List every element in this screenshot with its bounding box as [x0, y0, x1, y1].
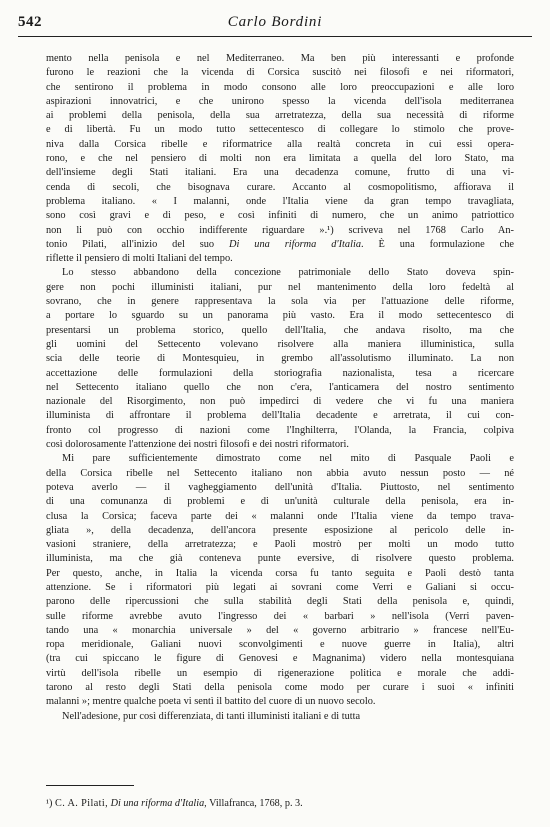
- text-line: Lo stesso abbandono della concezione patrimoniale dello Stato doveva spin-: [62, 267, 514, 279]
- text-line: cenda di secoli, che bisognava curare. Accanto al cosmopolitismo, affiorava il: [46, 181, 514, 193]
- text-line: della Corsica ribelle nel Settecento italiano non abbia avuto nessun posto — né: [46, 467, 514, 479]
- text-line: tonio Pilati, all'inizio del suo Di una riforma d'Italia. È una formulazione che: [46, 238, 514, 250]
- text-line: tarono al resto degli Stati della penisola come modo per curare i suoi « infiniti: [46, 682, 514, 694]
- text-line: sulle riforme avrebbe avuto l'ingresso dei « barbari » nell'isola (Verri paven-: [46, 610, 514, 622]
- text-line: nel Settecento italiano quello che non c'era, l'anticamera del nostro sentimento: [46, 381, 514, 393]
- text-line: gliata », della decadenza, dell'ancora presente esposizione al pericolo delle in-: [46, 524, 514, 536]
- text-line: Mi pare sufficientemente dimostrato come nel mito di Pasquale Paoli e: [62, 453, 514, 465]
- footnote-marker: ¹): [46, 798, 53, 809]
- footnote-author: C. A. Pilati,: [55, 798, 109, 809]
- text-line: nazionale del Risorgimento, non può impedirci di vedere che vi fu una maniera: [46, 396, 514, 408]
- text-line: furono le reazioni che la vicenda di Corsica suscitò nei filosofi e nei riformatori,: [46, 67, 514, 79]
- text-line: fronto col progresso di nazioni come l'Inghilterra, l'Olanda, la Francia, colpiva: [46, 424, 514, 436]
- text-line: accettazione delle formulazioni della storiografia nazionalista, tesa a ricercare: [46, 367, 514, 379]
- text-line: mento nella penisola e nel Mediterraneo. Ma ben più interessanti e profonde: [46, 53, 514, 64]
- page-header: [18, 14, 532, 37]
- footnote-title: Di una riforma d'Italia,: [110, 798, 207, 809]
- paragraph: [46, 266, 514, 452]
- paragraph: [46, 452, 514, 709]
- text-line: così dolorosamente l'attenzione dei nostri filosofi e dei nostri riformatori.: [46, 439, 349, 451]
- text-line: attenzione. Se i riformatori più legati ai sovrani come Verri e Galiani si occu-: [46, 581, 514, 593]
- text-line: illuminista, ma che già conteneva punte eversive, di risolvere questo problema.: [46, 553, 514, 565]
- text-line: gere non pochi illuministi italiani, pur nel mantenimento della loro fedeltà al: [46, 281, 514, 293]
- page-number: 542: [18, 14, 42, 30]
- text-line: tando una « monarchia universale » del « governo arbitrario » francese nell'Eu-: [46, 624, 514, 636]
- text-line: parono delle ripercussioni che sulla stabilità degli Stati della penisola e, quindi,: [46, 596, 514, 608]
- text-line: presentarsi un problema storico, quello dell'Italia, che andava risolto, ma che: [46, 324, 514, 336]
- text-line: Nell'adesione, pur così differenziata, di tanti illuministi italiani e di tutta: [62, 710, 361, 722]
- text-line: che sentirono il problema in modo consono alle loro preoccupazioni e alle loro: [46, 81, 514, 93]
- text-line: non li può con occhio indifferente riguardare ».¹) scriveva nel 1768 Carlo An-: [46, 224, 514, 236]
- text-line: di una comunanza di problemi e di un'unità culturale della penisola, era in-: [46, 496, 514, 508]
- text-line: ai problemi della penisola, della sua arretratezza, della sua necessità di riforme: [46, 110, 514, 122]
- footnote-separator: [46, 785, 134, 786]
- text-line: e di libertà. Fu un modo tutto settecentesco di collegare lo stimolo che prove-: [46, 124, 514, 136]
- text-line: problema italiano. « I malanni, onde l'Italia viene da gran tempo travagliata,: [46, 195, 514, 207]
- text-line: scia delle teorie di Montesquieu, in grembo all'assolutismo illuminato. La non: [46, 353, 514, 365]
- text-line: riflette il pensiero di molti Italiani del tempo.: [46, 253, 233, 265]
- text-line: aspirazioni innovatrici, e che unirono spesso la vicenda dell'isola mediterranea: [46, 95, 514, 107]
- text-line: sono così gravi e di peso, e così infiniti di numero, che un animo patriottico: [46, 210, 514, 222]
- text-line: malanni »; mentre qualche poeta vi sentì il battito del cuore di un nuovo secolo.: [46, 696, 376, 708]
- text-line: clusa la Corsica; faceva parte dei « malanni onde l'Italia viene da tempo trava-: [46, 510, 514, 522]
- text-line: ropa meridionale, Galiani nuovi sconvolgimenti e nuove guerre in Italia), altri: [46, 639, 514, 651]
- text-line: niva dalla Corsica ribelle e riformatrice alla realtà concreta in cui essi opera-: [46, 138, 514, 150]
- text-line: Per questo, anche, in Italia la vicenda corsa fu tanto seguita e Paoli destò tanta: [46, 567, 514, 579]
- text-line: rono, e che nel pensiero di molti non era limitata a quella del loro Stato, ma: [46, 153, 514, 165]
- text-line: (tra cui spiccano le figure di Genovesi e Magnanima) videro nella montesquiana: [46, 653, 514, 665]
- text-line: a portare lo sguardo su un panorama più vasto. Era il modo settecentesco di: [46, 310, 514, 322]
- text-line: vasioni straniere, della arretratezza; e Paoli mostrò per molti un modo tutto: [46, 539, 514, 551]
- text-line: dell'insieme degli Stati italiani. Era una decadenza comune, frutto di una vi-: [46, 167, 514, 179]
- text-line: poteva averlo — il vagheggiamento dell'unità d'Italia. Piuttosto, nel sentimento: [46, 481, 514, 493]
- text-line: virtù dell'isola ribelle un esempio di rigenerazione politica e morale che addi-: [46, 667, 514, 679]
- text-line: gli uomini del Settecento volevano risolvere alla maniera illuministica, sulla: [46, 338, 514, 350]
- text-line: illuminista di affrontare il problema dell'Italia decadente e arretrata, il cui con-: [46, 410, 514, 422]
- body-text: [46, 52, 514, 724]
- footnote-publication: Villafranca, 1768, p. 3.: [209, 798, 303, 809]
- running-head: Carlo Bordini: [227, 14, 323, 30]
- paragraph: [46, 52, 514, 266]
- paragraph: [46, 710, 514, 724]
- text-line: sovrano, che in genere rappresentava la sola via per l'attuazione delle riforme,: [46, 296, 514, 308]
- footnote: [46, 797, 514, 811]
